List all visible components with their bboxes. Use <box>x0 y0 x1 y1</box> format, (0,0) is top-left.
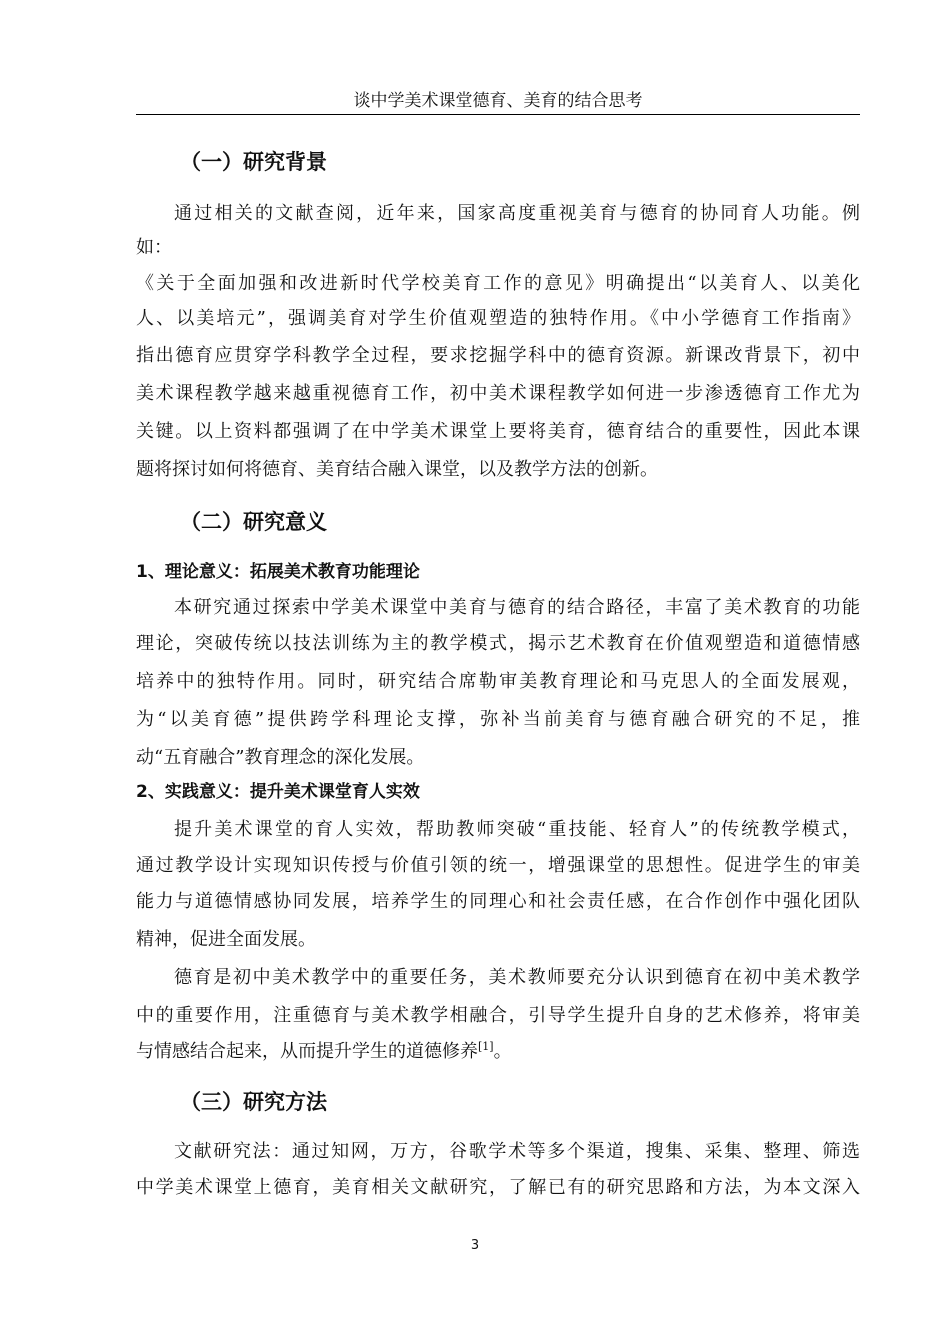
body-line: 人、以美培元”，强调美育对学生价值观塑造的独特作用。《中小学德育工作指南》 <box>136 308 860 329</box>
page-header-title: 谈中学美术课堂德育、美育的结合思考 <box>353 91 643 111</box>
body-line: 提升美术课堂的育人实效，帮助教师突破“重技能、轻育人”的传统教学模式， <box>174 819 860 840</box>
body-text: 。 <box>493 1041 512 1062</box>
body-line-with-citation <box>136 1040 860 1064</box>
body-line: 指出德育应贯穿学科教学全过程，要求挖掘学科中的德育资源。新课改背景下，初中 <box>136 345 860 366</box>
body-line: 通过相关的文献查阅，近年来，国家高度重视美育与德育的协同育人功能。例 <box>174 203 860 224</box>
header-rule <box>136 114 860 115</box>
body-line: 如： <box>136 237 172 258</box>
subheading-theory: 1、理论意义：拓展美术教育功能理论 <box>136 562 420 582</box>
body-line: 精神，促进全面发展。 <box>136 929 316 950</box>
body-line: 通过教学设计实现知识传授与价值引领的统一，增强课堂的思想性。促进学生的审美 <box>136 855 860 876</box>
body-line: 为“以美育德”提供跨学科理论支撑，弥补当前美育与德育融合研究的不足，推 <box>136 709 860 730</box>
citation-marker[interactable]: [1] <box>478 1040 494 1053</box>
page-number: 3 <box>470 1238 480 1253</box>
body-line: 美术课程教学越来越重视德育工作，初中美术课程教学如何进一步渗透德育工作尤为 <box>136 383 860 404</box>
section-heading-methods: （三）研究方法 <box>180 1090 327 1114</box>
subheading-practice: 2、实践意义：提升美术课堂育人实效 <box>136 782 420 802</box>
body-line: 中学美术课堂上德育，美育相关文献研究，了解已有的研究思路和方法，为本文深入 <box>136 1177 860 1198</box>
body-line: 中的重要作用，注重德育与美术教学相融合，引导学生提升自身的艺术修养，将审美 <box>136 1005 860 1026</box>
body-line: 关键。以上资料都强调了在中学美术课堂上要将美育，德育结合的重要性，因此本课 <box>136 421 860 442</box>
body-line: 培养中的独特作用。同时，研究结合席勒审美教育理论和马克思人的全面发展观， <box>136 671 860 692</box>
body-text: 与情感结合起来，从而提升学生的道德修养 <box>136 1041 478 1062</box>
body-line: 德育是初中美术教学中的重要任务，美术教师要充分认识到德育在初中美术教学 <box>174 967 860 988</box>
body-line: 本研究通过探索中学美术课堂中美育与德育的结合路径，丰富了美术教育的功能 <box>174 597 860 618</box>
body-line: 《关于全面加强和改进新时代学校美育工作的意见》明确提出“以美育人、以美化 <box>136 273 860 294</box>
section-heading-background: （一）研究背景 <box>180 150 327 174</box>
body-line: 动“五育融合”教育理念的深化发展。 <box>136 747 425 768</box>
body-line: 理论，突破传统以技法训练为主的教学模式，揭示艺术教育在价值观塑造和道德情感 <box>136 633 860 654</box>
body-line: 能力与道德情感协同发展，培养学生的同理心和社会责任感，在合作创作中强化团队 <box>136 891 860 912</box>
body-line: 题将探讨如何将德育、美育结合融入课堂，以及教学方法的创新。 <box>136 459 658 480</box>
body-line: 文献研究法：通过知网，万方，谷歌学术等多个渠道，搜集、采集、整理、筛选 <box>174 1141 860 1162</box>
section-heading-significance: （二）研究意义 <box>180 510 327 534</box>
